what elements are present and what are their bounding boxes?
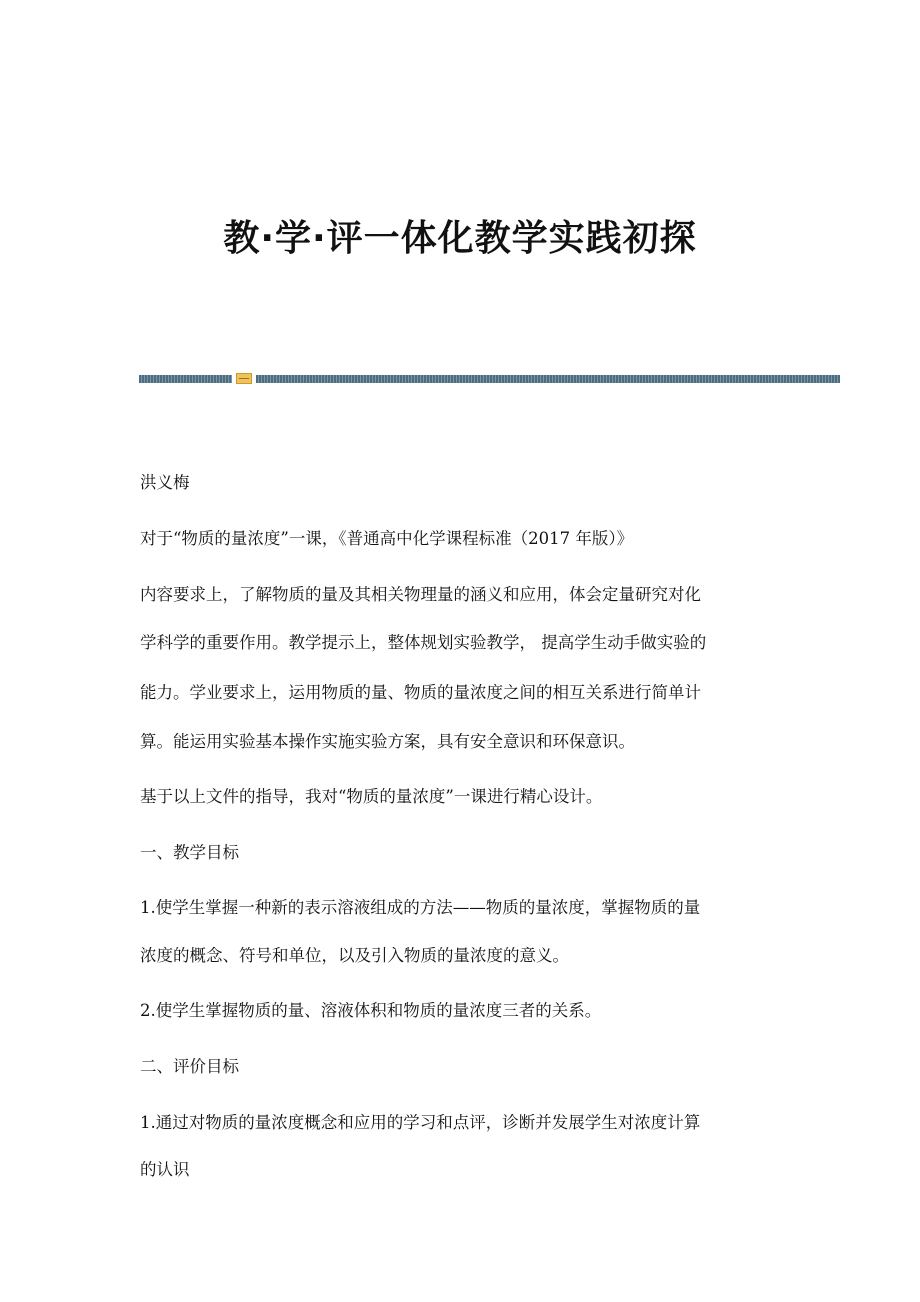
body-line: 1.通过对物质的量浓度概念和应用的学习和点评，诊断并发展学生对浓度计算	[140, 1113, 701, 1132]
body-line: 浓度的概念、符号和单位，以及引入物质的量浓度的意义。	[140, 946, 569, 965]
document-title: 教·学·评一体化教学实践初探	[223, 218, 697, 259]
body-line: 算。能运用实验基本操作实施实验方案，具有安全意识和环保意识。	[140, 732, 635, 751]
body-line: 的认识	[140, 1160, 190, 1179]
divider-ornament-icon	[236, 373, 252, 384]
section-heading: 一、教学目标	[140, 843, 239, 862]
body-line: 2.使学生掌握物质的量、溶液体积和物质的量浓度三者的关系。	[140, 1001, 602, 1020]
body-line: 对于“物质的量浓度”一课，《普通高中化学课程标准（2017 年版）》	[140, 529, 634, 548]
title-divider-left	[139, 375, 232, 383]
title-divider-right	[256, 375, 840, 383]
body-line: 基于以上文件的指导，我对“物质的量浓度”一课进行精心设计。	[140, 787, 603, 806]
body-line: 学科学的重要作用。教学提示上，整体规划实验教学， 提高学生动手做实验的	[140, 633, 707, 652]
author-name: 洪义梅	[140, 473, 190, 492]
body-line: 1.使学生掌握一种新的表示溶液组成的方法——物质的量浓度，掌握物质的量	[140, 898, 701, 917]
section-heading: 二、评价目标	[140, 1057, 239, 1076]
body-line: 能力。学业要求上，运用物质的量、物质的量浓度之间的相互关系进行简单计	[140, 683, 701, 702]
body-line: 内容要求上，了解物质的量及其相关物理量的涵义和应用，体会定量研究对化	[140, 585, 701, 604]
